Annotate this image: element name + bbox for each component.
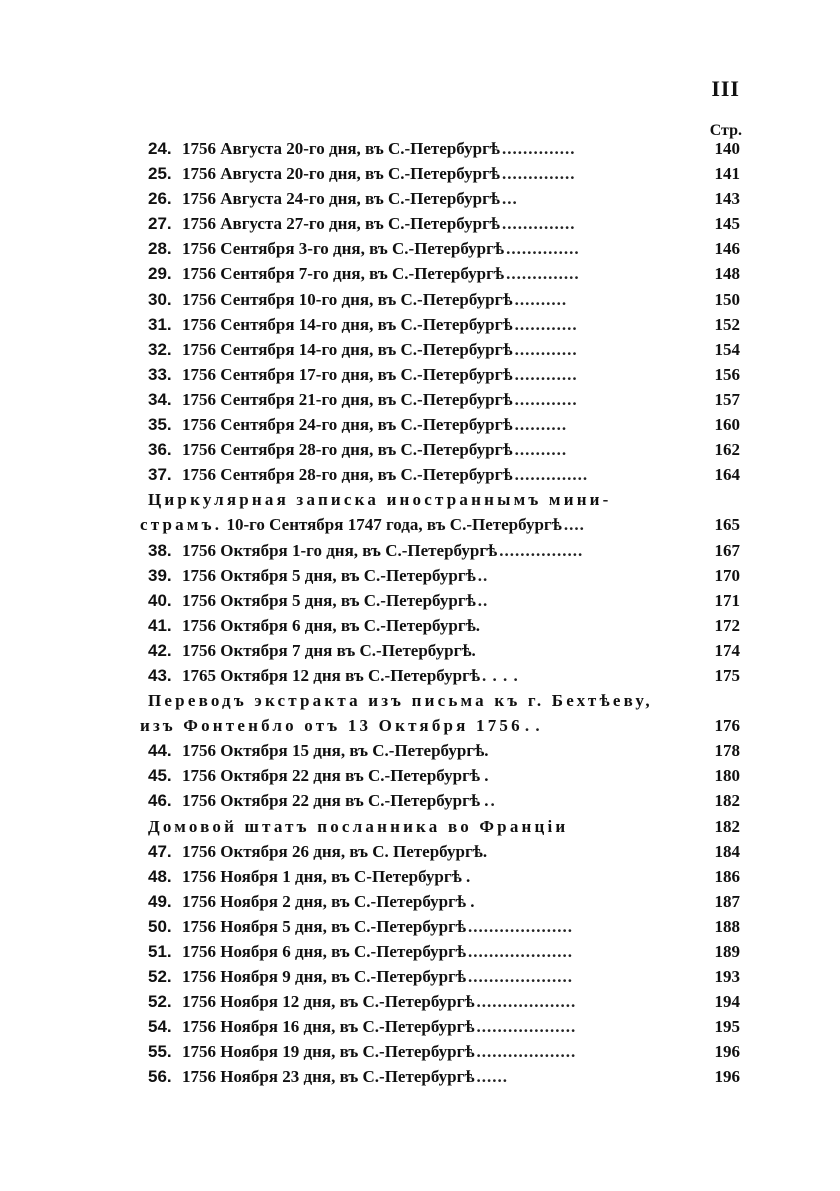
table-of-contents [140, 136, 740, 1090]
toc-entry[interactable] [140, 412, 740, 437]
dot-leader: .................... [468, 916, 574, 936]
entry-number: 43. [148, 665, 172, 685]
page-ref: 162 [714, 440, 740, 460]
entry-title: 1756 Сентября 10-го дня, въ С.-Петербургѣ [182, 289, 513, 309]
toc-entry[interactable] [140, 613, 740, 638]
page-ref: 143 [714, 189, 740, 209]
toc-entry-translation[interactable] [140, 713, 740, 738]
dot-leader: ...... [476, 1067, 509, 1087]
toc-entry[interactable] [140, 287, 740, 312]
toc-entry[interactable] [140, 462, 740, 487]
toc-entry[interactable] [140, 588, 740, 613]
page-ref: 174 [714, 640, 740, 660]
page-ref: 182 [714, 816, 740, 836]
toc-entry[interactable] [140, 1064, 740, 1089]
dot-leader: .... [563, 515, 585, 535]
circular-note-heading-line1 [140, 487, 740, 512]
dot-leader: ............ [514, 339, 578, 359]
toc-entry[interactable] [140, 788, 740, 813]
translation-title-cont: изъ Фонтенбло отъ 13 Октября 1756 [140, 716, 523, 736]
entry-title: 1756 Октября 6 дня, въ С.-Петербургѣ. [182, 615, 481, 635]
page-ref: 152 [714, 314, 740, 334]
page-ref: 178 [714, 741, 740, 761]
page-column-label: Стр. [709, 122, 742, 139]
entry-title: 1756 Октября 5 дня, въ С.-Петербургѣ [182, 565, 476, 585]
toc-entry[interactable] [140, 563, 740, 588]
page-ref: 140 [714, 139, 740, 158]
page-ref: 188 [714, 916, 740, 936]
page-ref: 172 [714, 615, 740, 635]
page-ref: 154 [714, 339, 740, 359]
dot-leader: .......... [514, 415, 568, 435]
entry-title: 1756 Ноября 6 дня, въ С.-Петербургѣ [182, 942, 467, 961]
entry-number: 49. [148, 891, 172, 911]
entry-title: 1756 Ноября 5 дня, въ С.-Петербургѣ [182, 916, 467, 936]
dot-leader: .......... [514, 440, 568, 460]
circular-note-title-cont: страмъ. [140, 515, 223, 535]
toc-entry[interactable] [140, 939, 740, 964]
entry-number: 51. [148, 942, 172, 961]
page-ref: 171 [714, 590, 740, 610]
dot-leader: .......... [514, 289, 568, 309]
entry-number: 32. [148, 339, 172, 359]
toc-entry[interactable] [140, 989, 740, 1014]
entry-title: 1756 Ноября 23 дня, въ С.-Петербургѣ [182, 1067, 475, 1087]
page-ref: 187 [714, 891, 740, 911]
entry-number: 55. [148, 1042, 172, 1062]
toc-entry[interactable] [140, 864, 740, 889]
toc-entry[interactable] [140, 161, 740, 186]
entry-title: 1756 Сентября 24-го дня, въ С.-Петербургѣ [182, 415, 513, 435]
entry-title: 1756 Октября 1-го дня, въ С.-Петербургѣ [182, 540, 498, 560]
entry-number: 25. [148, 164, 172, 184]
entry-title: 1756 Сентября 14-го дня, въ С.-Петербургѣ [182, 314, 513, 334]
dot-leader: .............. [502, 164, 576, 184]
toc-entry[interactable] [140, 136, 740, 161]
translation-heading-line1 [140, 688, 740, 713]
page-ref: 196 [714, 1042, 740, 1062]
entry-number: 42. [148, 640, 172, 660]
toc-entry[interactable] [140, 236, 740, 261]
entry-number: 36. [148, 440, 172, 460]
page-ref: 150 [714, 289, 740, 309]
toc-entry[interactable] [140, 638, 740, 663]
entry-title: 1756 Сентября 3-го дня, въ С.-Петербургѣ [182, 239, 505, 259]
page-ref: 160 [714, 415, 740, 435]
dot-leader: .............. [514, 465, 589, 485]
dot-leader: .............. [506, 264, 580, 284]
entry-number: 44. [148, 741, 172, 761]
toc-entry[interactable] [140, 763, 740, 788]
entry-title: 1756 Ноября 19 дня, въ С.-Петербургѣ [182, 1042, 475, 1062]
page-ref: 194 [714, 992, 740, 1012]
toc-entry[interactable] [140, 914, 740, 939]
page-ref: 186 [714, 866, 740, 886]
circular-note-title: Циркулярная записка иностраннымъ мини- [148, 490, 612, 510]
translation-title: Переводъ экстракта изъ письма къ г. Бехтѣеву, [148, 691, 653, 711]
entry-number: 48. [148, 866, 172, 886]
dot-leader: ................ [499, 540, 584, 560]
entry-number: 54. [148, 1017, 172, 1037]
toc-entry[interactable] [140, 738, 740, 763]
entry-title: 1756 Ноября 16 дня, въ С.-Петербургѣ [182, 1017, 475, 1037]
entry-number: 38. [148, 540, 172, 560]
toc-entry[interactable] [140, 437, 740, 462]
entry-number: 46. [148, 791, 172, 811]
entry-number: 39. [148, 565, 172, 585]
entry-number: 33. [148, 364, 172, 384]
page-ref: 156 [714, 364, 740, 384]
dot-leader: ............ [514, 389, 578, 409]
page-number: III [711, 76, 740, 101]
entry-title: 1756 Октября 7 дня въ С.-Петербургѣ. [182, 640, 476, 660]
dot-leader: .. [477, 590, 489, 610]
dot-leader: . . [524, 716, 541, 736]
toc-entry[interactable] [140, 261, 740, 286]
dot-leader: .............. [502, 214, 576, 234]
dot-leader: . . . . [482, 665, 519, 685]
entry-number: 52. [148, 992, 172, 1012]
toc-entry[interactable] [140, 362, 740, 387]
toc-entry[interactable] [140, 1039, 740, 1064]
dot-leader: .................... [468, 942, 574, 961]
entry-number: 24. [148, 139, 172, 158]
page-ref: 145 [714, 214, 740, 234]
page-ref: 164 [714, 465, 740, 485]
entry-title: 1756 Августа 20-го дня, въ С.-Петербургѣ [182, 139, 501, 158]
entries-group-3 [140, 738, 740, 813]
entries-group-4 [140, 839, 740, 1090]
page-ref: 170 [714, 565, 740, 585]
toc-entry[interactable] [140, 186, 740, 211]
dot-leader: .............. [506, 239, 580, 259]
entry-number: 27. [148, 214, 172, 234]
page-ref: 157 [714, 389, 740, 409]
page-ref: 175 [714, 665, 740, 685]
toc-entry[interactable] [140, 1014, 740, 1039]
entry-number: 56. [148, 1067, 172, 1087]
entries-group-2 [140, 538, 740, 689]
page-ref: 146 [714, 239, 740, 259]
entry-title: 1756 Августа 20-го дня, въ С.-Петербургѣ [182, 164, 501, 184]
entry-title: 1756 Октября 15 дня, въ С.-Петербургѣ. [182, 741, 489, 761]
page-ref: 176 [714, 716, 740, 736]
entry-title: 1756 Сентября 7-го дня, въ С.-Петербургѣ [182, 264, 505, 284]
dot-leader: ... [502, 189, 518, 209]
entry-number: 30. [148, 289, 172, 309]
page-ref: 148 [714, 264, 740, 284]
toc-entry[interactable] [140, 387, 740, 412]
page-ref: 141 [714, 164, 740, 184]
dot-leader: .................... [468, 967, 574, 987]
dot-leader: ............ [514, 314, 578, 334]
entry-title: 1756 Сентября 14-го дня, въ С.-Петербургѣ [182, 339, 513, 359]
entry-number: 28. [148, 239, 172, 259]
entry-number: 47. [148, 841, 172, 861]
entry-number: 26. [148, 189, 172, 209]
dot-leader: ................... [476, 1042, 577, 1062]
page-ref: 184 [714, 841, 740, 861]
page-ref: 189 [714, 942, 740, 961]
toc-entry[interactable] [140, 663, 740, 688]
page-ref: 167 [714, 540, 740, 560]
toc-entry[interactable] [140, 211, 740, 236]
toc-entry[interactable] [140, 964, 740, 989]
entry-number: 50. [148, 916, 172, 936]
entries-group-1 [140, 136, 740, 487]
toc-entry[interactable] [140, 538, 740, 563]
entry-title: 1756 Ноября 9 дня, въ С.-Петербургѣ [182, 967, 467, 987]
toc-entry-household[interactable] [140, 814, 740, 839]
entry-title: 1756 Сентября 28-го дня, въ С.-Петербургѣ [182, 465, 513, 485]
dot-leader: ............ [514, 364, 578, 384]
entry-title: 1756 Сентября 21-го дня, въ С.-Петербургѣ [182, 389, 513, 409]
entry-title: 1756 Августа 27-го дня, въ С.-Петербургѣ [182, 214, 501, 234]
page-ref: 196 [714, 1067, 740, 1087]
entry-title: 1756 Октября 22 дня въ С.-Петербургѣ . [182, 791, 489, 811]
dot-leader: ................... [476, 992, 577, 1012]
entry-title: 1756 Сентября 28-го дня, въ С.-Петербургѣ [182, 440, 513, 460]
page-ref: 195 [714, 1017, 740, 1037]
entry-number: 29. [148, 264, 172, 284]
household-title: Домовой штатъ посланника во Франціи [148, 816, 569, 836]
page-ref: 182 [714, 791, 740, 811]
entry-title: 1756 Октября 26 дня, въ С. Петербургѣ. [182, 841, 488, 861]
dot-leader: ................... [476, 1017, 577, 1037]
entry-title: 1765 Октября 12 дня въ С.-Петербургѣ [182, 665, 481, 685]
entry-number: 40. [148, 590, 172, 610]
entry-number: 34. [148, 389, 172, 409]
toc-entry-circular-note[interactable] [140, 512, 740, 537]
entry-title: 1756 Ноября 2 дня, въ С.-Петербургѣ . [182, 891, 475, 911]
entry-number: 31. [148, 314, 172, 334]
toc-entry[interactable] [140, 839, 740, 864]
toc-entry[interactable] [140, 889, 740, 914]
circular-note-date: 10-го Сентября 1747 года, въ С.-Петербургѣ [226, 515, 562, 535]
entry-number: 41. [148, 615, 172, 635]
page-ref: 165 [714, 515, 740, 535]
dot-leader: .. [477, 565, 489, 585]
entry-title: 1756 Ноября 1 дня, въ С-Петербургѣ . [182, 866, 471, 886]
toc-entry[interactable] [140, 337, 740, 362]
toc-entry[interactable] [140, 312, 740, 337]
entry-number: 37. [148, 465, 172, 485]
entry-title: 1756 Сентября 17-го дня, въ С.-Петербургѣ [182, 364, 513, 384]
dot-leader: . [490, 791, 496, 811]
entry-number: 35. [148, 415, 172, 435]
entry-number: 45. [148, 766, 172, 786]
dot-leader: .............. [502, 139, 576, 158]
entry-title: 1756 Октября 22 дня въ С.-Петербургѣ . [182, 766, 489, 786]
entry-title: 1756 Октября 5 дня, въ С.-Петербургѣ [182, 590, 476, 610]
entry-title: 1756 Ноября 12 дня, въ С.-Петербургѣ [182, 992, 475, 1012]
entry-title: 1756 Августа 24-го дня, въ С.-Петербургѣ [182, 189, 501, 209]
entry-number: 52. [148, 967, 172, 987]
page-ref: 193 [714, 967, 740, 987]
page-ref: 180 [714, 766, 740, 786]
